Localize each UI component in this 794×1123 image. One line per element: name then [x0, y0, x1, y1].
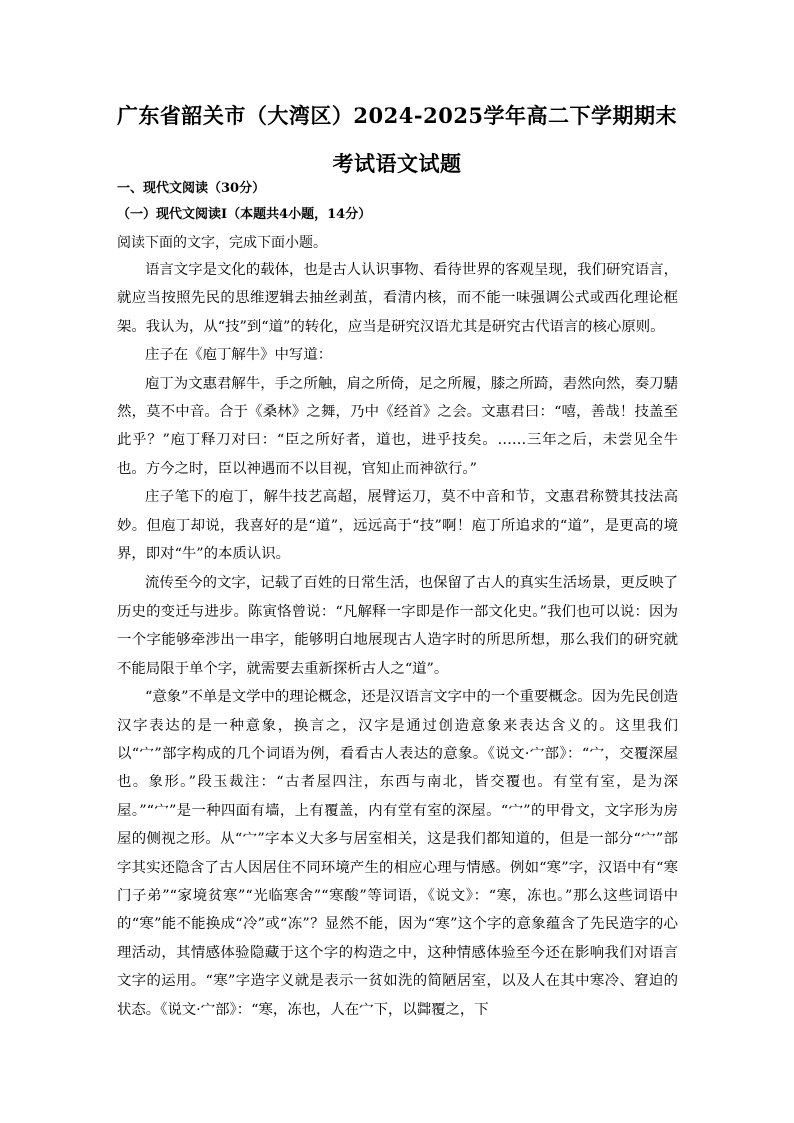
passage-paragraph: 庄子笔下的庖丁，解牛技艺高超，展臂运刀，莫不中音和节，文惠君称赞其技法高妙。但庖丁却说，我喜好的是“道”，远远高于“技”啊！庖丁所追求的“道”，是更高的境界，即对“牛”的本质认识。 — [117, 489, 678, 563]
subsection-heading: （一）现代文阅读Ⅰ（本题共4小题，14分） — [117, 207, 372, 222]
passage-paragraph: “意象”不单是文学中的理论概念，还是汉语言文字中的一个重要概念。因为先民创造汉字表达的是一种意象，换言之，汉字是通过创造意象来表达含义的。这里我们以“宀”部字构成的几个词语为例，看看古人表达的意象。《说文·宀部》：“宀，交覆深屋也。象形。”段玉裁注：“古者屋四注，东西与南北，皆交覆也。有堂有室，是为深屋。”“宀”是一种四面有墙，上有覆盖，内有堂有室的深屋。“宀”的甲骨文，文字形为房屋的侧视之形。从“宀”字本义大多与居室相关，这是我们都知道的，但是一部分“宀”部字其实还隐含了古人因居住不同环境产生的相应心理与情感。例如“寒”字，汉语中有“寒门子弟”“家境贫寒”“光临寒舍”“寒酸”等词语，《说文》：“寒，冻也。”那么这些词语中的“寒”能不能换成“冷”或“冻”？显然不能，因为“寒”这个字的意象蕴含了先民造字的心理活动，其情感体验隐藏于这个字的构造之中，这种情感体验至今还在影响我们对语言文字的运用。“寒”字造字义就是表示一贫如洗的简陋居室，以及人在其中寒冷、窘迫的状态。《说文·宀部》：“寒，冻也，人在宀下，以茻覆之，下 — [117, 689, 678, 1018]
reading-instruction: 阅读下面的文字，完成下面小题。 — [117, 235, 327, 251]
document-body — [117, 176, 678, 1024]
passage-paragraph: 语言文字是文化的载体，也是古人认识事物、看待世界的客观呈现，我们研究语言，就应当按照先民的思维逻辑去抽丝剥茧，看清内核，而不能一味强调公式或西化理论框架。我认为，从“技”到“道”的转化，应当是研究汉语尤其是研究古代语言的核心原则。 — [117, 262, 678, 335]
passage-paragraph: 庖丁为文惠君解牛，手之所触，肩之所倚，足之所履，膝之所踦，砉然向然，奏刀騞然，莫不中音。合于《桑林》之舞，乃中《经首》之会。文惠君曰：“嘻，善哉！技盖至此乎？”庖丁释刀对曰：“臣之所好者，道也，进乎技矣。……三年之后，未尝见全牛也。方今之时，臣以神遇而不以目视，官知止而神欲行。” — [117, 375, 678, 477]
passage-paragraph: 庄子在《庖丁解牛》中写道： — [145, 347, 333, 364]
passage-paragraph: 流传至今的文字，记载了百姓的日常生活，也保留了古人的真实生活场景，更反映了历史的变迁与进步。陈寅恪曾说：“凡解释一字即是作一部文化史。”我们也可以说：因为一个字能够牵涉出一串字，能够明白地展现古人造字时的所思所想，那么我们的研究就不能局限于单个字，就需要去重新探析古人之“道”。 — [117, 575, 678, 677]
document-title-line-2: 考试语文试题 — [332, 151, 462, 176]
document-title-line-1: 广东省韶关市（大湾区）2024-2025学年高二下学期期末 — [116, 103, 678, 128]
title-block — [0, 92, 794, 188]
section-heading: 一、现代文阅读（30分） — [117, 181, 266, 196]
